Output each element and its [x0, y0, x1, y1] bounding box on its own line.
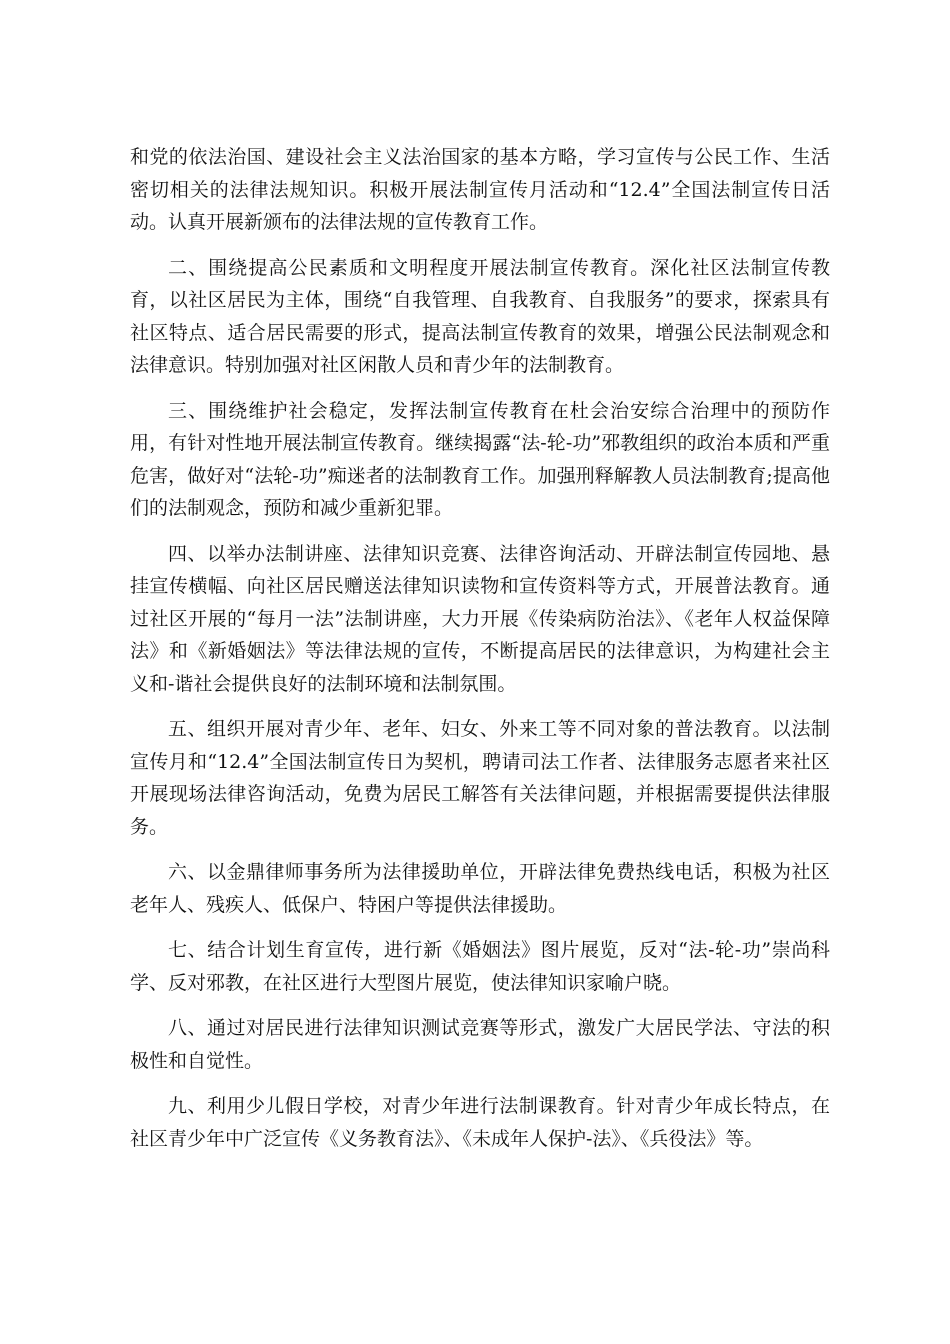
paragraph-item-7: 七、结合计划生育宣传，进行新《婚姻法》图片展览，反对“法-轮-功”崇尚科学、反对邪教，在社区进行大型图片展览，使法律知识家喻户晓。 [130, 939, 830, 994]
paragraph-item-4: 四、以举办法制讲座、法律知识竞赛、法律咨询活动、开辟法制宣传园地、悬挂宣传横幅、向社区居民赠送法律知识读物和宣传资料等方式，开展普法教育。通过社区开展的“每月一法”法制讲座，大力开展《传染病防治法》、《老年人权益保障法》和《新婚姻法》等法律法规的宣传，不断提高居民的法律意识，为构建社会主义和-谐社会提供良好的法制环境和法制氛围。 [130, 542, 830, 695]
paragraph-continuation: 和党的依法治国、建设社会主义法治国家的基本方略，学习宣传与公民工作、生活密切相关的法律法规知识。积极开展法制宣传月活动和“12.4”全国法制宣传日活动。认真开展新颁布的法律法规的宣传教育工作。 [130, 146, 830, 233]
paragraph-item-9: 九、利用少儿假日学校，对青少年进行法制课教育。针对青少年成长特点，在社区青少年中广泛宣传《义务教育法》、《未成年人保护-法》、《兵役法》等。 [130, 1095, 830, 1150]
document-body [130, 141, 830, 1168]
paragraph-item-3: 三、围绕维护社会稳定，发挥法制宣传教育在杜会治安综合治理中的预防作用，有针对性地开展法制宣传教育。继续揭露“法-轮-功”邪教组织的政治本质和严重危害，做好对“法轮-功”痴迷者的法制教育工作。加强刑释解教人员法制教育;提高他们的法制观念，预防和减少重新犯罪。 [130, 399, 830, 519]
paragraph-item-8: 八、通过对居民进行法律知识测试竞赛等形式，激发广大居民学法、守法的积极性和自觉性。 [130, 1017, 830, 1072]
paragraph-item-5: 五、组织开展对青少年、老年、妇女、外来工等不同对象的普法教育。以法制宣传月和“12.4”全国法制宣传日为契机，聘请司法工作者、法律服务志愿者来社区开展现场法律咨询活动，免费为居民工解答有关法律问题，并根据需要提供法律服务。 [130, 718, 830, 838]
paragraph-item-2: 二、围绕提高公民素质和文明程度开展法制宣传教育。深化社区法制宣传教育，以社区居民为主体，围绕“自我管理、自我教育、自我服务”的要求，探索具有社区特点、适合居民需要的形式，提高法制宣传教育的效果，增强公民法制观念和法律意识。特别加强对社区闲散人员和青少年的法制教育。 [130, 256, 830, 376]
paragraph-item-6: 六、以金鼎律师事务所为法律援助单位，开辟法律免费热线电话，积极为社区老年人、残疾人、低保户、特困户等提供法律援助。 [130, 861, 830, 916]
